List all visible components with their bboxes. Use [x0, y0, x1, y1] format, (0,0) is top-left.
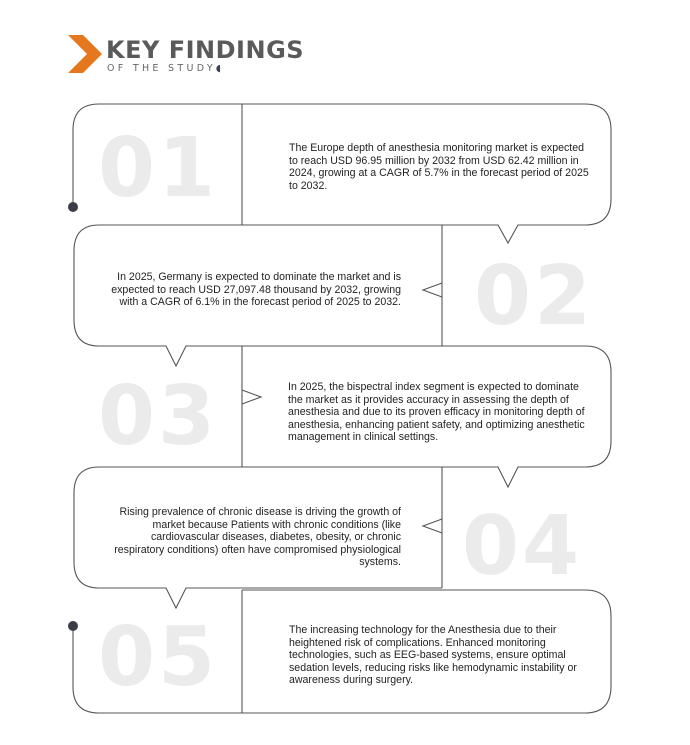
pointer-02: [423, 283, 442, 297]
finding-02-number: 02: [474, 249, 595, 344]
finding-02-text: In 2025, Germany is expected to dominate the market and is expected to reach USD 27,097.48 thousand by 2032, growing with a CAGR of 6.1% in the forecast period of 2025 to 2032.: [111, 271, 401, 309]
finding-01-number: 01: [98, 121, 219, 216]
crescent-icon: ◖: [215, 63, 221, 74]
finding-04-number: 04: [462, 499, 583, 594]
page-title: KEY FINDINGS: [106, 36, 305, 64]
start-dot: [68, 202, 78, 212]
finding-03-number: 03: [98, 369, 219, 464]
finding-05-number: 05: [98, 610, 219, 705]
finding-05-text: The increasing technology for the Anesthesia due to their heightened risk of complications. Enhanced monitoring technologies, such as EEG-based systems, ensure optimal sedation levels, reducing risks like hemodynamic instability or awareness during surgery.: [289, 624, 577, 687]
pointer-03: [242, 390, 261, 404]
finding-04-text: Rising prevalence of chronic disease is driving the growth of market because Patients with chronic conditions (like cardiovascular diseases, diabetes, obesity, or chronic respiratory conditions) often have compromised physiological systems.: [114, 506, 401, 569]
finding-03-text: In 2025, the bispectral index segment is expected to dominate the market as it provides accuracy in assessing the depth of anesthesia and due to its proven efficacy in monitoring depth of anesthesia, enhancing patient safety, and optimizing anesthetic management in clinical settings.: [288, 381, 585, 444]
end-dot: [68, 621, 78, 631]
finding-01-text: The Europe depth of anesthesia monitoring market is expected to reach USD 96.95 million by 2032 from USD 62.42 million in 2024, growing at a CAGR of 5.7% in the forecast period of 2025 to 2032.: [289, 142, 589, 192]
subtitle-text: OF THE STUDY: [107, 63, 216, 74]
pointer-04: [423, 519, 442, 533]
